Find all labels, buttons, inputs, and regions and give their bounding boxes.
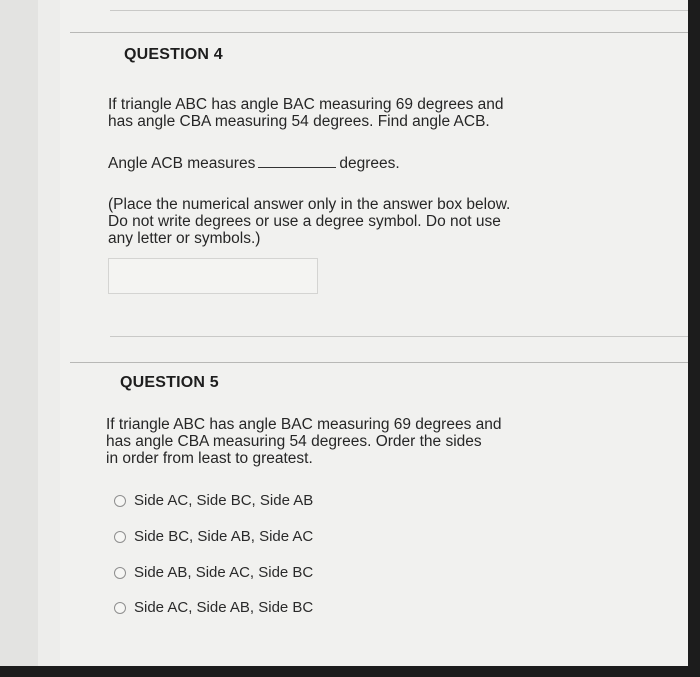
option-label: Side AC, Side AB, Side BC <box>134 599 314 616</box>
radio-button[interactable] <box>114 531 126 543</box>
radio-button[interactable] <box>114 602 126 614</box>
question-4-answer-line <box>108 153 400 172</box>
question-5-option-3[interactable] <box>114 564 313 581</box>
radio-button[interactable] <box>114 567 126 579</box>
question-4-title: QUESTION 4 <box>124 46 223 63</box>
answer-prefix: Angle ACB measures <box>108 155 256 172</box>
radio-button[interactable] <box>114 495 126 507</box>
question-5-option-1[interactable] <box>114 492 313 509</box>
divider <box>70 362 688 363</box>
option-label: Side AC, Side BC, Side AB <box>134 492 314 509</box>
question-4-answer-input[interactable] <box>108 258 318 294</box>
question-5-prompt: If triangle ABC has angle BAC measuring 69 degrees and has angle CBA measuring 54 degrees. Order the sides in order from least to greatest. <box>106 416 502 467</box>
answer-blank <box>258 153 336 168</box>
question-5-option-2[interactable] <box>114 528 313 545</box>
option-label: Side AB, Side AC, Side BC <box>134 564 314 581</box>
option-label: Side BC, Side AB, Side AC <box>134 528 314 545</box>
question-4-prompt: If triangle ABC has angle BAC measuring 69 degrees and has angle CBA measuring 54 degrees. Find angle ACB. <box>108 96 504 130</box>
question-5-title: QUESTION 5 <box>120 374 219 391</box>
divider <box>70 32 688 33</box>
divider <box>110 10 688 11</box>
answer-suffix: degrees. <box>339 155 400 172</box>
question-4-instructions: (Place the numerical answer only in the answer box below. Do not write degrees or use a degree symbol. Do not use any letter or symbols.) <box>108 196 511 247</box>
question-5-option-4[interactable] <box>114 599 313 616</box>
divider <box>110 336 688 337</box>
left-gutter <box>0 0 38 666</box>
